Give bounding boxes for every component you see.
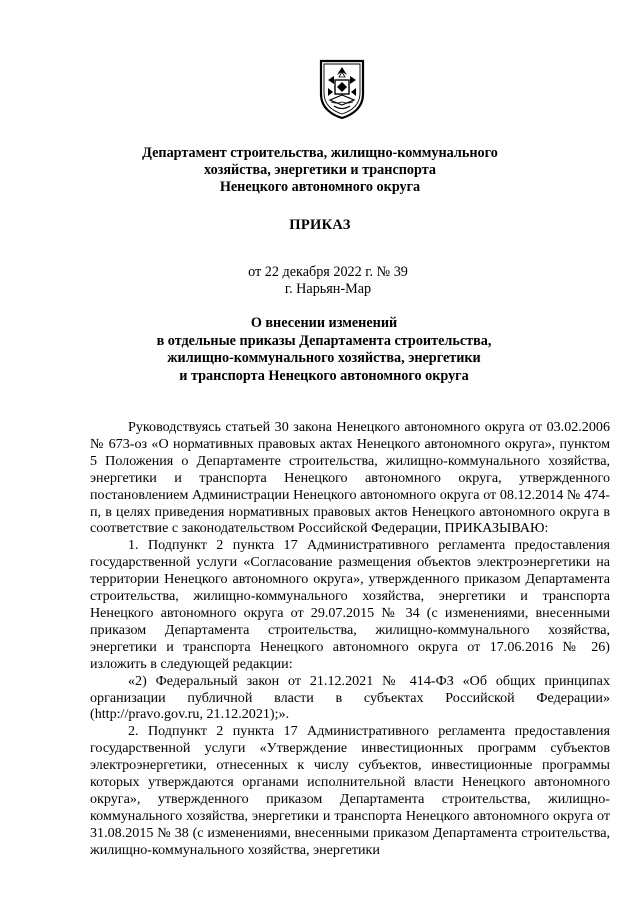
department-line: хозяйства, энергетики и транспорта bbox=[204, 162, 436, 178]
paragraph-preamble: Руководствуясь статьей 30 закона Ненецкого автономного округа от 03.02.2006 № 673-оз «О нормативных правовых актах Ненецкого автономного округа», пунктом 5 Положения о Департаменте строительства, жилищно-коммунального хозяйства, энергетики и транспорта Ненецкого автономного округа, утвержденного постановлением Администрации Ненецкого автономного округа от 08.12.2014 № 474-п, в целях приведения нормативных правовых актов Ненецкого автономного округа в соответствие с законодательством Российской Федерации, ПРИКАЗЫВАЮ: bbox=[90, 419, 610, 537]
order-meta bbox=[8, 264, 640, 298]
paragraph-item-1: 1. Подпункт 2 пункта 17 Административного регламента предоставления государственной услуги «Согласование размещения объектов электроэнергетики на территории Ненецкого автономного округа», утвержденного приказом Департамента строительства, жилищно-коммунального хозяйства, энергетики и транспорта Ненецкого автономного округа от 29.07.2015 № 34 (с изменениями, внесенными приказом Департамента строительства, жилищно-коммунального хозяйства, энергетики и транспорта Ненецкого автономного округа от 17.06.2016 № 26) изложить в следующей редакции: bbox=[90, 537, 610, 672]
department-line: Ненецкого автономного округа bbox=[219, 179, 421, 195]
order-subject bbox=[4, 315, 640, 385]
order-date-number: от 22 декабря 2022 г. № 39 bbox=[248, 264, 408, 280]
document-type: ПРИКАЗ bbox=[289, 217, 351, 233]
department-line: Департамент строительства, жилищно-коммунального bbox=[142, 145, 498, 161]
department-name bbox=[0, 145, 640, 196]
subject-line: жилищно-коммунального хозяйства, энергетики bbox=[167, 350, 481, 366]
subject-line: в отдельные приказы Департамента строительства, bbox=[156, 332, 492, 349]
paragraph-item-2: 2. Подпункт 2 пункта 17 Административного регламента предоставления государственной услуги «Утверждение инвестиционных программ субъектов электроэнергетики, отнесенных к числу субъектов, инвестиционные программы которых утверждаются органами исполнительной власти Ненецкого автономного округа», утвержденного приказом Департамента строительства, жилищно-коммунального хозяйства, энергетики и транспорта Ненецкого автономного округа от 31.08.2015 № 38 (с изменениями, внесенными приказом Департамента строительства, жилищно-коммунального хозяйства, энергетики bbox=[90, 723, 610, 858]
subject-line: и транспорта Ненецкого автономного округа bbox=[179, 367, 469, 384]
order-body bbox=[90, 419, 610, 859]
coat-of-arms-icon bbox=[318, 58, 366, 120]
paragraph-quote-1: «2) Федеральный закон от 21.12.2021 № 414-ФЗ «Об общих принципах организации публичной власти в субъектах Российской Федерации» (http://pravo.gov.ru, 21.12.2021);». bbox=[90, 672, 610, 723]
subject-line: О внесении изменений bbox=[250, 315, 398, 331]
order-city: г. Нарьян-Мар bbox=[284, 281, 372, 297]
